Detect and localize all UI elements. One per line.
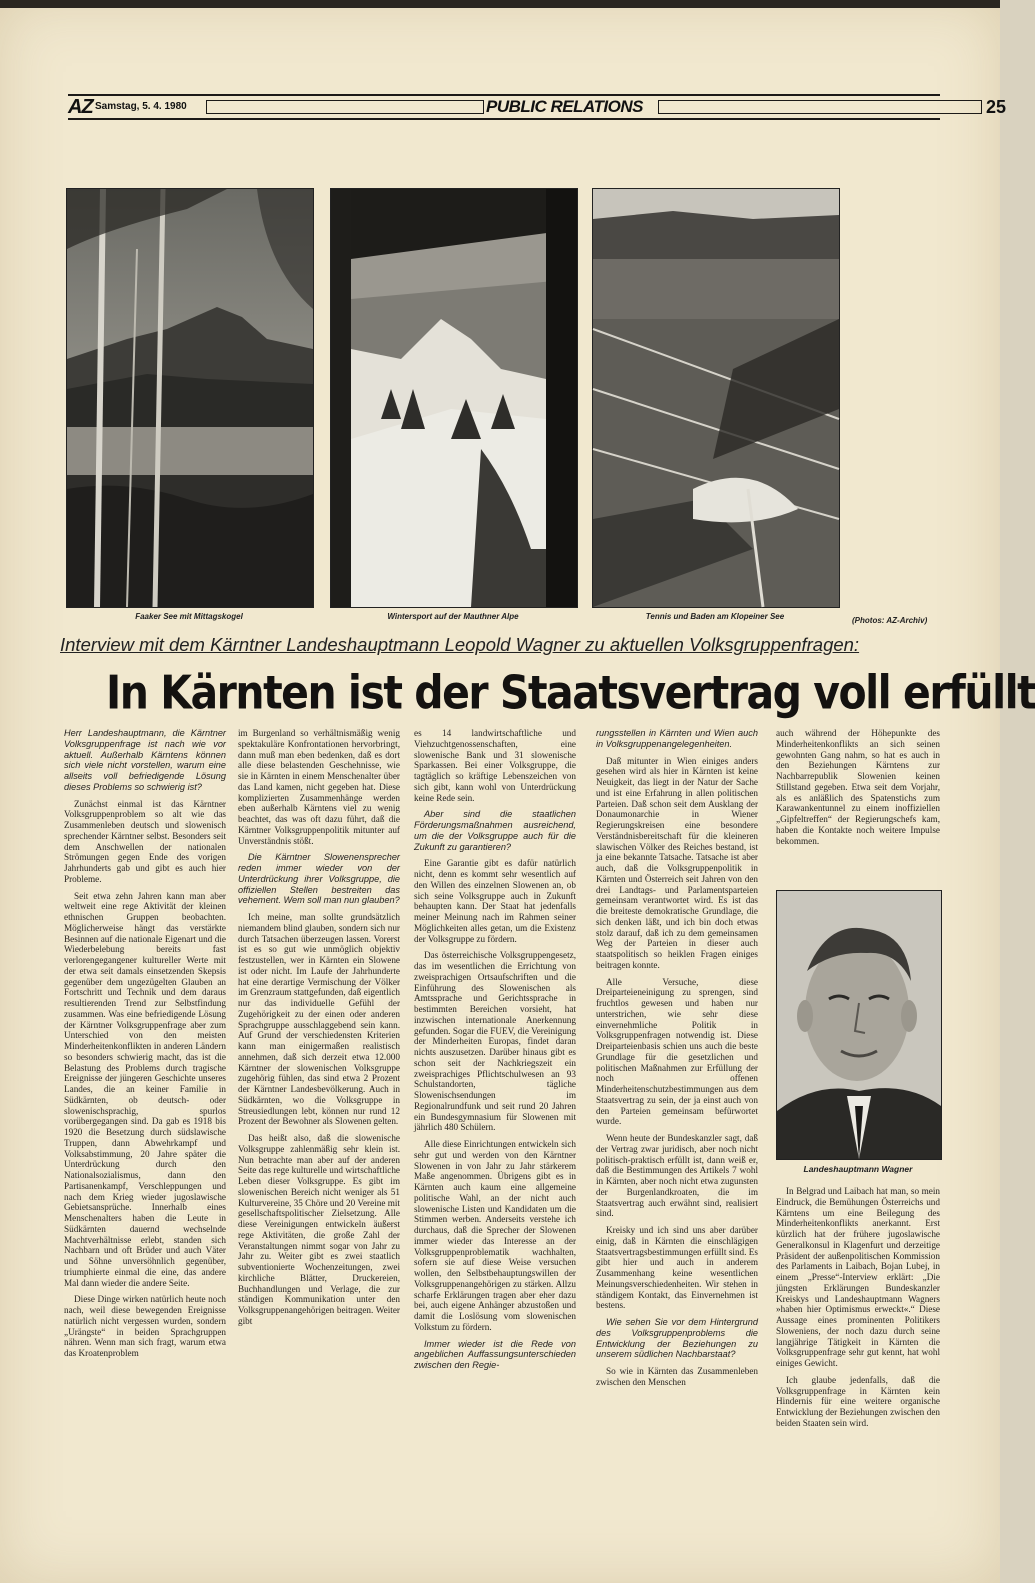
interview-question: Wie sehen Sie vor dem Hintergrund des Volksgruppenproblems die Entwicklung der Beziehungen zu unserem südlichen Nachbarstaat?: [596, 1317, 758, 1360]
paragraph: Ich meine, man sollte grundsätzlich niemandem blind glauben, sondern sich nur durch Tatsachen überzeugen lassen. Vorerst ist es so gut wie unmöglich objektiv festzustellen, wer in Kärnten ein Slowene ist oder nicht. Im Laufe der Jahrhunderte hat eine derartige Vermischung der Völker im Grenzraum stattgefunden, daß eigentlich nur das individuelle Gefühl der Zugehörigkeit zu der einen oder anderen Sprachgruppe ausschlaggebend sein kann. Auf Grund der verschiedensten Kriterien kann man einigermaßen realistisch annehmen, daß sich derzeit etwa 12.000 Kärntner der slowenischen Volksgruppe zugehörig fühlen, das sind etwa 2 Prozent der Kärntner Landesbevölkerung. Auch in Südkärnten, wo die Volksgruppe in Streusiedlungen lebt, können nur rund 12 Prozent der Bewohner als Slowenen gelten.: [238, 912, 400, 1127]
photo-tennis: [592, 188, 840, 608]
portrait-image: [777, 891, 941, 1159]
paragraph: Zunächst einmal ist das Kärntner Volksgruppenproblem so alt wie das Zusammenleben deutsch und slowenisch sprechender Kärntner selbst. Besonders seit dem Anschwellen der nationalen Strömungen gegen Ende des vorigen Jahrhunderts gab und gibt es auch hier Probleme.: [64, 798, 226, 884]
scan-top-edge: [0, 0, 1000, 8]
article-column-4: [596, 728, 758, 1394]
photo-caption-3: Tennis und Baden am Klopeiner See: [645, 612, 785, 621]
paragraph: Diese Dinge wirken natürlich heute noch nach, weil diese bewegenden Ereignisse natürlich nicht vergessen wurden, sondern „Urängste“ in beiden Sprachgruppen nähren. Wenn man sich fragt, warum etwa das Kroatenproblem: [64, 1294, 226, 1358]
paragraph: Alle Versuche, diese Dreiparteieneinigung zu sprengen, sind fruchtlos gewesen und haben nur unterstrichen, wie sehr diese einvernehmliche Politik in Volksgruppenfragen notwendig ist. Diese Dreiparteienbasis schien uns auch die beste Grundlage für die gesetzlichen und politischen Maßnahmen zur Erfüllung der noch offenen Minderheitenschutzbestimmungen aus dem Staatsvertrag zu sein, der ja einst auch von den Parteien gemeinsam befürwortet wurde.: [596, 976, 758, 1127]
photo-caption-1: Faaker See mit Mittagskogel: [135, 612, 243, 621]
paragraph: Das österreichische Volksgruppengesetz, das im wesentlichen die Errichtung von zweisprachigen Ortsaufschriften und die Einführung des Slowenischen als Amtssprache und Gerichtssprache in bestimmten Bereichen vorsieht, hat inzwischen internationale Anerkennung gefunden. Sogar die FUEV, die Vereinigung der Minderheiten Europas, findet daran nichts auszusetzen. Darüber hinaus gibt es schon seit der Nachkriegszeit ein zweisprachiges Pflichtschulwesen an 93 Schulstandorten, tägliche Slowenischsendungen im Regionalrundfunk und seit rund 20 Jahren ein Bundesgymnasium für Slowenen mit jährlich 480 Schülern.: [414, 950, 576, 1133]
photo-lake-mountain: [66, 188, 314, 608]
photo-caption-2: Wintersport auf der Mauthner Alpe: [387, 612, 519, 621]
article-column-2: [238, 728, 400, 1333]
article-headline: In Kärnten ist der Staatsvertrag voll erfüllt: [106, 666, 1035, 720]
paragraph: Seit etwa zehn Jahren kann man aber weltweit eine rege Aktivität der kleinen ethnischen Gruppen beobachten. Möglicherweise hängt das verstärkte Besinnen auf die nationale Eigenart und die Wiederbelebung bereits fast verlorengegangener kultureller Werte mit der etwa seit damals einsetzenden Skepsis gegenüber dem ungezügelten Glauben an Fortschritt und Technik und dem daraus resultierenden Trend zur Selbstfindung zusammen. Was eine befriedigende Lösung der Kärntner Volksgruppenfrage aber zum Unterschied von den meisten Minderheitenkonflikten in anderen Ländern so besonders schwierig macht, das ist die Belastung des Problems durch tragische Ereignisse der jüngeren Geschichte unseres Landes, die an keiner Familie in Südkärnten, ob deutsch- oder slowenischsprachig, spurlos vorübergegangen sind. Da gab es 1918 bis 1920 die Besetzung durch südslawische Truppen, dann Abwehrkampf und Volksabstimmung, 20 Jahre später die Unterdrückung durch den Nationalsozialismus, dann den Partisanenkampf, Verschleppungen und nach dem Krieg wieder jugoslawische Gebietsansprüche. Innerhalb eines Menschenalters haben die Leute in Südkärnten dauernd wechselnde Machtverhältnisse erlebt, standen sich Nachbarn und oft Brüder und auch Väter und Söhne unversöhnlich gegenüber, triumphierte einmal die eine, das andere Mal dann wieder die andere Seite.: [64, 890, 226, 1288]
article-kicker: Interview mit dem Kärntner Landeshauptmann Leopold Wagner zu aktuellen Volksgruppenfragen:: [60, 634, 860, 655]
portrait-photo: [776, 890, 942, 1160]
paragraph: es 14 landwirtschaftliche und Viehzuchtgenossenschaften, eine slowenische Bank und 31 slowenische Sparkassen. Bei einer Volksgruppe, die tagtäglich so kräftige Lebenszeichen von sich gibt, kann wohl von Unterdrückung keine Rede sein.: [414, 728, 576, 803]
article-column-5-continued: [776, 1186, 940, 1435]
photo-credit: (Photos: AZ-Archiv): [852, 616, 928, 625]
portrait-caption: Landeshauptmann Wagner: [803, 1164, 913, 1174]
newspaper-logo: AZ: [68, 96, 93, 118]
paragraph: Das heißt also, daß die slowenische Volksgruppe zahlenmäßig sehr klein ist. Nun betrachte man aber auf der anderen Seite das rege kulturelle und wirtschaftliche Leben dieser Volksgruppe. Es gibt im slowenischen Bereich nicht weniger als 51 Kulturvereine, 35 Chöre und 20 Vereine mit gesellschaftspolitischer Zielsetzung. Alle diese Vereinigungen entwickeln äußerst rege Aktivitäten, die große Zahl der Veranstaltungen nimmt sogar von Jahr zu Jahr zu. Weiter gibt es zwei staatlich subventionierte Wochenzeitungen, zwei kirchliche Blätter, Druckereien, Buchhandlungen und Verlage, die zur ständigen Kommunikation unter den Volksgruppenangehörigen beitragen. Weiter gibt: [238, 1133, 400, 1326]
paragraph: Kreisky und ich sind uns aber darüber einig, daß in Kärnten die einschlägigen Staatsvertragsbestimmungen erfüllt sind. Es gibt hier und auch in anderem Zusammenhang keine wesentlichen Meinungsverschiedenheiten. Wir stehen in ständigem Kontakt, das Einvernehmen ist bestens.: [596, 1225, 758, 1311]
header-box-right: [658, 100, 982, 114]
wintersport-image: [331, 189, 577, 607]
photo-wintersport: [330, 188, 578, 608]
page-number: 25: [986, 97, 1007, 117]
lake-mountain-image: [67, 189, 313, 607]
interview-question: rungsstellen in Kärnten und Wien auch in Volksgruppenangelegenheiten.: [596, 728, 758, 749]
article-column-3: [414, 728, 576, 1377]
page-header: [68, 94, 1007, 120]
section-title: PUBLIC RELATIONS: [486, 97, 643, 116]
interview-question: Die Kärntner Slowenensprecher reden immer wieder von der Unterdrückung ihrer Volksgruppe, die offiziellen Stellen bestreiten das vehement. Wem soll man nun glauben?: [238, 852, 400, 906]
paragraph: Alle diese Einrichtungen entwickeln sich sehr gut und werden von den Kärntner Slowenen in von Jahr zu Jahr stärkerem Maße angenommen. Übrigens gibt es in Kärnten auch kaum eine allgemeine politische Wahl, an der nicht auch slowenische Listen und Kandidaten um die Stimmen werben. Anderseits verstehe ich durchaus, daß die Sprecher der Slowenen immer wieder das Interesse an der Volksgruppenproblematik wachhalten, sofern sie auf diese Weise versuchen wollen, den Selbstbehauptungswillen der Volksgruppenangehörigen zu stärken. Allzu scharfe Erklärungen tragen aber eher dazu bei, auch eigene Anhänger abzustoßen und damit die Loslösung vom slowenischen Volkstum zu fördern.: [414, 1139, 576, 1332]
article-column-5: [776, 728, 940, 852]
paragraph: auch während der Höhepunkte des Minderheitenkonflikts an sich seinen gewohnten Gang nahm, so hat es auch in den Beziehungen Kärntens zur Nachbarrepublik Slowenien keinen Stillstand gegeben. Etwa seit dem Vorjahr, als es anläßlich des Spatenstichs zum Karawankentunnel zu einem inoffiziellen „Gipfeltreffen“ der Regierungschefs kam, haben die Kontakte noch weitere Impulse bekommen.: [776, 728, 940, 846]
header-rule-top: [68, 94, 940, 96]
paragraph: Ich glaube jedenfalls, daß die Volksgruppenfrage in Kärnten kein Hindernis für eine weitere organische Entwicklung der Beziehungen zwischen den beiden Staaten sein wird.: [776, 1374, 940, 1428]
paragraph: In Belgrad und Laibach hat man, so mein Eindruck, die Bemühungen Österreichs und Kärntens um eine Beilegung des Minderheitenkonflikts anerkannt. Erst kürzlich hat der frühere jugoslawische Generalkonsul in Klagenfurt und derzeitige Präsident der außenpolitischen Kommission des Parlaments in Laibach, Bojan Lubej, in einem „Presse“-Interview erklärt: „Die jüngsten Erklärungen Bundeskanzler Kreiskys und Landeshauptmann Wagners »haben hier Optimismus erweckt«.“ Diese Aussage eines prominenten Politikers Sloweniens, der noch dazu durch seine langjährige Tätigkeit in Kärnten die Volksgruppenfrage sehr gut kennt, hat wohl einiges Gewicht.: [776, 1186, 940, 1368]
issue-date: Samstag, 5. 4. 1980: [95, 101, 187, 112]
paragraph: Eine Garantie gibt es dafür natürlich nicht, denn es kommt sehr wesentlich auf den Willen des einzelnen Slowenen an, ob sich seine Volksgruppe auch in Zukunft behaupten kann. Der Staat hat jedenfalls meiner Meinung nach im Rahmen seiner Möglichkeiten alles getan, um die Existenz der Volksgruppe zu fördern.: [414, 858, 576, 944]
article-column-1: [64, 728, 226, 1365]
paragraph: im Burgenland so verhältnismäßig wenig spektakuläre Konfrontationen hervorbringt, dann muß man eben bedenken, daß es dort alle diese belastenden Geschehnisse, wie sie in Kärnten in einem Menschenalter über das Land kamen, nicht gegeben hat. Diese komplizierten Zusammenhänge werden eben außerhalb Kärntens viel zu wenig beachtet, das was oft dazu führt, daß die Kärntner Volksgruppenpolitik mitunter auf Unverständnis stößt.: [238, 728, 400, 846]
interview-question: Aber sind die staatlichen Förderungsmaßnahmen ausreichend, um die der Volksgruppe auch für die Zukunft zu garantieren?: [414, 809, 576, 852]
header-rule-bottom: [68, 118, 940, 120]
tennis-image: [593, 189, 839, 607]
paragraph: Daß mitunter in Wien einiges anders gesehen wird als hier in Kärnten ist keine Neuigkeit, das liegt in der Natur der Sache und ist eine Erfahrung in allen politischen Parteien. Daß schon seit dem Ausklang der Donaumonarchie in Wiener Regierungskreisen eine besondere Verständnisbereitschaft für die kleineren slawischen Völker des Reiches bestand, ist ja eine bekannte Tatsache. Tatsache ist aber auch, daß die Volksgruppenpolitik in Kärnten und Österreich seit Jahren von den drei Landtags- und Parlamentsparteien gemeinsam verantwortet wird. Es ist das die breiteste demokratische Grundlage, die sich denken läßt, und ich bin doch etwas stolz darauf, daß ich zu dem gemeinsamen Weg der Parteien in dieser auch staatspolitisch so heiklen Fragen einiges beitragen konnte.: [596, 755, 758, 970]
paragraph: So wie in Kärnten das Zusammenleben zwischen den Menschen: [596, 1366, 758, 1387]
interview-question: Herr Landeshauptmann, die Kärntner Volksgruppenfrage ist nach wie vor aktuell. Außerhalb Kärntens können sich viele nicht vorstellen, warum eine allseits voll befriedigende Lösung dieses Problems so schwierig ist?: [64, 728, 226, 792]
interview-question: Immer wieder ist die Rede von angeblichen Auffassungsunterschieden zwischen den Regie-: [414, 1338, 576, 1370]
header-box-left: [206, 100, 484, 114]
paragraph: Wenn heute der Bundeskanzler sagt, daß der Vertrag zwar juridisch, aber noch nicht politisch-praktisch erfüllt ist, dann weiß er, daß die Bestimmungen des Artikels 7 wohl in Kärnten, aber noch nicht etwa zugunsten der Burgenlandkroaten, die im Staatsvertrag auch erwähnt sind, realisiert sind.: [596, 1133, 758, 1219]
